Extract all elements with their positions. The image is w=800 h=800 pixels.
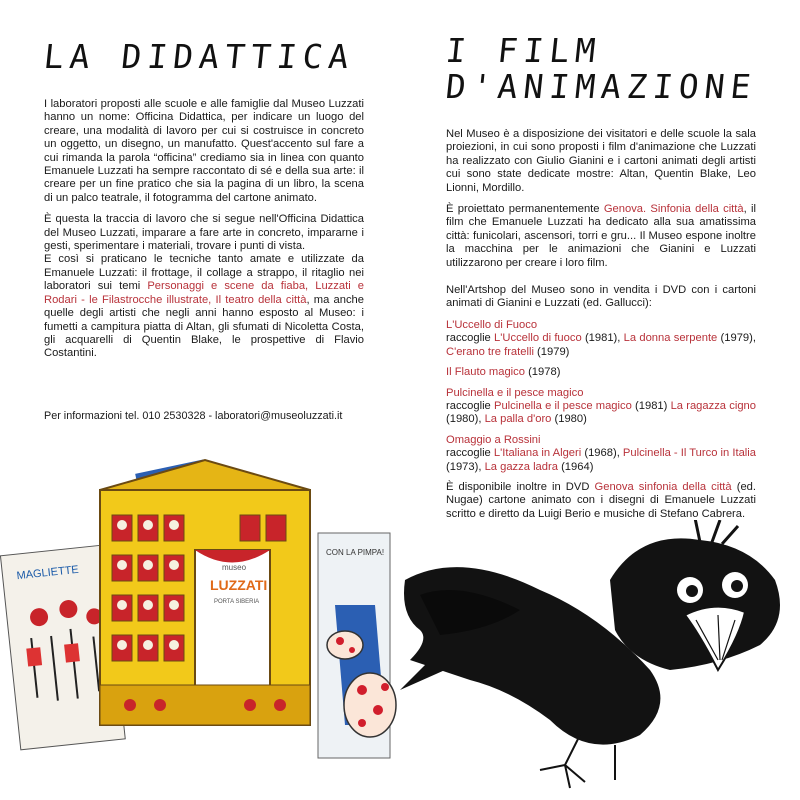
dvd-text: (1980), (446, 413, 485, 426)
paragraph-4-text-a: È disponibile inoltre in DVD (446, 480, 595, 493)
film-title: Pulcinella - Il Turco in Italia (622, 447, 756, 460)
theatre-facade (100, 460, 310, 725)
poster-magliette-label: MAGLIETTE (16, 563, 80, 583)
dvd-text: raccoglie (446, 447, 494, 460)
right-page (400, 0, 800, 800)
left-paragraph-1: I laboratori proposti alle scuole e alle famiglie dal Museo Luzzati hanno un nome: Officina Didattica, per indicare un luogo del creare, una modalità di lavoro per cui si costruisce in concreto un oggetto, un disegno, un manufatto. Quest'accento sul fare a cui rimanda la parola “officina” crediamo sia in linea con quanto Emanuele Luzzati ha sempre raccontato di sé e della sua arte: il creare per un fine pratico che sia la pagina di un libro, la scena di un palco teatrale, il fotogramma del cartone animato. (44, 98, 364, 204)
dvd-text: (1980) (551, 413, 587, 426)
right-title-line-2: D'ANIMAZIONE (443, 67, 759, 106)
left-body (44, 98, 364, 369)
dvd-text: raccoglie (446, 332, 495, 345)
workshop-themes: Personaggi e scene da fiaba, Luzzati e Rodari - le Filastrocche illustrate, Il teatro della città (44, 280, 364, 306)
dvd-text: (1973), (446, 460, 485, 473)
dvd-text: (1981) (631, 399, 671, 412)
paragraph-3-text-a: E così si praticano le tecniche tanto amate e utilizzate da Emanuele Luzzati: il frottage, il collage a strappo, il ritaglio nei laboratori sui temi (44, 253, 364, 293)
dvd-text: raccoglie (446, 399, 494, 412)
film-title: La donna serpente (623, 332, 718, 345)
dvd-text: (1979) (533, 345, 570, 358)
right-paragraph-3: Nell'Artshop del Museo sono in vendita i DVD con i cartoni animati di Gianini e Luzzati (ed. Gallucci): (446, 284, 756, 310)
dvd-text: (1979), (717, 332, 756, 345)
left-paragraph-2: È questa la traccia di lavoro che si segue nell'Officina Didattica del Museo Luzzati, imparare a fare arte in concreto, impararne i gesti, sperimentare i materiali, trovare i punti di vista. (44, 213, 364, 253)
puppet-theatre-illustration (0, 455, 400, 800)
paragraph-2-text-a: È proiettato permanentemente (446, 203, 604, 216)
dvd-item-flauto (446, 366, 756, 379)
right-paragraph-4 (446, 481, 756, 521)
dvd-title: Omaggio a Rossini (446, 433, 541, 446)
film-title: La palla d'oro (484, 413, 552, 426)
dvd-item-pulcinella (446, 387, 756, 427)
museo-label: museo (222, 563, 247, 572)
dvd-text: (1981), (581, 332, 624, 345)
film-title: La ragazza cigno (670, 399, 756, 412)
pimpa-label: CON LA PIMPA! (326, 548, 385, 557)
film-title: L'Italiana in Algeri (493, 447, 582, 460)
dvd-title: Pulcinella e il pesce magico (446, 386, 584, 399)
right-title-line-1: I FILM (443, 31, 604, 70)
film-title: L'Uccello di fuoco (494, 332, 582, 345)
film-title: La gazza ladra (484, 460, 558, 473)
dvd-text: (1964) (557, 460, 594, 473)
film-title: Pulcinella e il pesce magico (493, 399, 632, 412)
genova-film-title: Genova. Sinfonia della città (603, 203, 744, 216)
paragraph-2-text-b: , il film che Emanuele Luzzati ha dedicato alla sua amatissima città: funicolari, ascensori, torri e gru... Il Museo espone inoltre la macchina per le animazioni che Gianini e Luzzati utilizzarono per creare i loro film. (446, 203, 757, 269)
contact-info: Per informazioni tel. 010 2530328 - laboratori@museoluzzati.it (44, 410, 343, 422)
genova-dvd-title: Genova sinfonia della città (594, 480, 732, 493)
luzzati-logo: LUZZATI (210, 577, 268, 593)
dvd-item-uccello (446, 319, 756, 359)
right-paragraph-2 (446, 203, 756, 270)
left-paragraph-3 (44, 253, 364, 360)
dvd-year: (1978) (524, 366, 561, 379)
dvd-title: Il Flauto magico (446, 366, 525, 379)
film-title: C'erano tre fratelli (446, 345, 534, 358)
dvd-text: (1968), (581, 447, 623, 460)
porta-siberia-label: PORTA SIBERIA (214, 599, 260, 605)
right-body (446, 128, 756, 529)
dvd-title: L'Uccello di Fuoco (446, 318, 538, 331)
left-title: LA DIDATTICA (41, 37, 357, 76)
crow-illustration (400, 520, 800, 800)
right-paragraph-1: Nel Museo è a disposizione dei visitatori e delle scuole la sala proiezioni, in cui sono proposti i film d'animazione che Luzzati ha realizzato con Giulio Gianini e i cartoni animati degli artisti cui sono state dedicate mostre: Altan, Quentin Blake, Leo Lionni, Mordillo. (446, 128, 756, 194)
paragraph-4-text-b: (ed. Nugae) cartone animato con i disegni di Emanuele Luzzati scritto e diretto da Luigi Berio e musiche di Stefano Cabrera. (446, 480, 756, 520)
paragraph-3-text-b: , ma anche quelle degli artisti che negli anni hanno esposto al Museo: i fumetti a campitura piatta di Altan, gli sfumati di Nicoletta Costa, gli acquarelli di Quentin Blake, le prospettive di Flavio Costantini. (44, 293, 364, 360)
dvd-item-rossini (446, 434, 756, 474)
